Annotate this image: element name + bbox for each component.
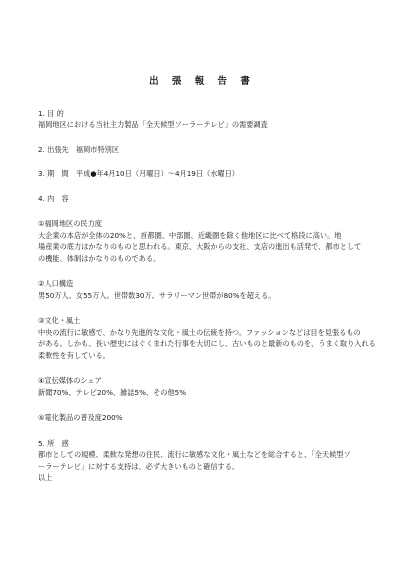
section-line: 中央の流行に敏感で、かなり先進的な文化・風土の伝統を持つ。ファッションなどは目を見張るもの — [38, 327, 361, 337]
impressions-heading: 5. 所 感 — [38, 438, 69, 448]
section-line: 柔軟性を有している。 — [38, 350, 110, 360]
section-heading-population-structure: ②人口構造 — [38, 279, 74, 288]
section-heading-population-power: ①福岡地区の民力度 — [38, 219, 102, 228]
content-heading: 4. 内 容 — [38, 193, 69, 203]
closing-text: 以上 — [38, 473, 53, 482]
section-line: 大企業の本店が全体の20%と、首都圏、中部圏、近畿圏を除く他地区に比べて格段に高い。地 — [38, 230, 342, 240]
section-heading-media-share: ④宣伝媒体のシェア — [38, 376, 102, 385]
destination-line: 2. 出張先 福岡市特別区 — [38, 144, 120, 154]
impressions-line: 都市としての規模、柔軟な発想の住民、流行に敏感な文化・風土などを総合すると、「全天候型ソ — [38, 450, 351, 459]
purpose-text: 福岡地区における当社主力製品「全天候型ソーラーテレビ」の需要調査 — [38, 120, 268, 129]
section-line: の機能、体制はかなりのものである。 — [38, 253, 161, 263]
section-line: 場産業の底力はかなりのものと思われる。東京、大阪からの支社、支店の進出も活発で、都市として — [38, 242, 362, 251]
section-line: 新聞70%、テレビ20%、雑誌5%、その他5% — [38, 387, 187, 397]
document-title: 出 張 報 告 書 — [149, 76, 255, 87]
period-line: 3. 期 間 平成●年4月10日（月曜日）～4月19日（水曜日） — [38, 169, 239, 178]
section-heading-appliance-penetration: ⑤電化製品の普及度200% — [38, 413, 123, 422]
section-heading-culture: ③文化・風土 — [38, 316, 81, 325]
section-line: 男50万人、女55万人。世帯数30万。サラリーマン世帯が80%を超える。 — [38, 290, 276, 300]
section-line: がある。しかも、長い歴史にはぐくまれた行事を大切にし、古いものと最新のものを、うまく取り入れる — [38, 339, 376, 348]
purpose-heading: 1. 目 的 — [38, 108, 64, 118]
impressions-line: ーラーテレビ」に対する支持は、必ず大きいものと確信する。 — [38, 461, 240, 471]
